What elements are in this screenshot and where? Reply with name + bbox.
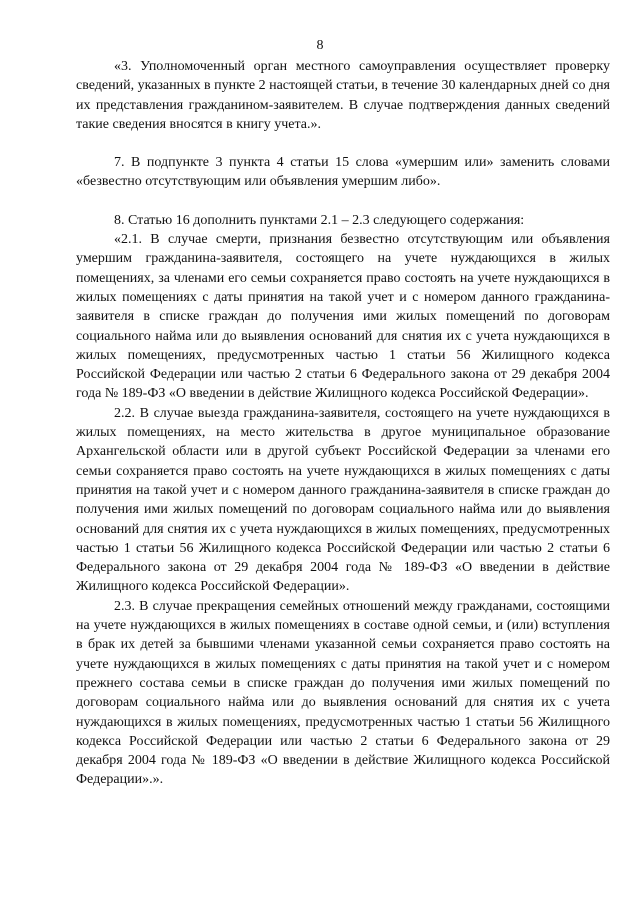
- paragraph-clause-2-1: «2.1. В случае смерти, признания безвестно отсутствующим или объявления умершим гражданина-заявителя, состоящего на учете нуждающихся в жилых помещениях, за членами его семьи сохраняется право состоять на учете нуждающихся в жилых помещениях с даты принятия на такой учет и с номером данного гражданина-заявителя в списке граждан до получения ими жилых помещений по договорам социального найма или до выявления оснований для снятия их с учета нуждающихся в жилых помещениях, предусмотренных частью 1 статьи 56 Жилищного кодекса Российской Федерации или частью 2 статьи 6 Федерального закона от 29 декабря 2004 года № 189-ФЗ «О введении в действие Жилищного кодекса Российской Федерации».: [76, 232, 610, 402]
- page-number: 8: [316, 38, 324, 53]
- paragraph-spacer: [76, 192, 610, 211]
- paragraph-item-7: 7. В подпункте 3 пункта 4 статьи 15 слова «умершим или» заменить словами «безвестно отсутствующим или объявления умершим либо».: [76, 155, 610, 190]
- document-body: [76, 57, 610, 790]
- paragraph-spacer: [76, 134, 610, 153]
- paragraph-clause-2-3: 2.3. В случае прекращения семейных отношений между гражданами, состоящими на учете нуждающихся в жилых помещениях в составе одной семьи, и (или) вступления в брак их детей за бывшими членами указанной семьи сохраняется право состоять на учете нуждающихся в жилых помещениях с даты принятия на такой учет и с номером прежнего состава семьи в списке граждан до получения ими жилых помещений по договорам социального найма или до выявления оснований для снятия их с учета нуждающихся в жилых помещениях, предусмотренных частью 1 статьи 56 Жилищного кодекса Российской Федерации или частью 2 статьи 6 Федерального закона от 29 декабря 2004 года № 189-ФЗ «О введении в действие Жилищного кодекса Российской Федерации».».: [76, 598, 610, 788]
- paragraph-clause-3: «3. Уполномоченный орган местного самоуправления осуществляет проверку сведений, указанных в пункте 2 настоящей статьи, в течение 30 календарных дней со дня их представления гражданином-заявителем. В случае подтверждения данных сведений такие сведения вносятся в книгу учета.».: [76, 59, 610, 132]
- paragraph-item-8: 8. Статью 16 дополнить пунктами 2.1 – 2.3 следующего содержания:: [114, 212, 525, 228]
- paragraph-clause-2-2: 2.2. В случае выезда гражданина-заявителя, состоящего на учете нуждающихся в жилых помещениях, на место жительства в другое муниципальное образование Архангельской области или в другой субъект Российской Федерации за членами его семьи сохраняется право состоять на учете нуждающихся в жилых помещениях с даты принятия на такой учет и с номером данного гражданина-заявителя в списке граждан до получения ими жилых помещений по договорам социального найма или до выявления оснований для снятия их с учета нуждающихся в жилых помещениях, предусмотренных частью 1 статьи 56 Жилищного кодекса Российской Федерации или частью 2 статьи 6 Федерального закона от 29 декабря 2004 года № 189-ФЗ «О введении в действие Жилищного кодекса Российской Федерации».: [76, 405, 610, 595]
